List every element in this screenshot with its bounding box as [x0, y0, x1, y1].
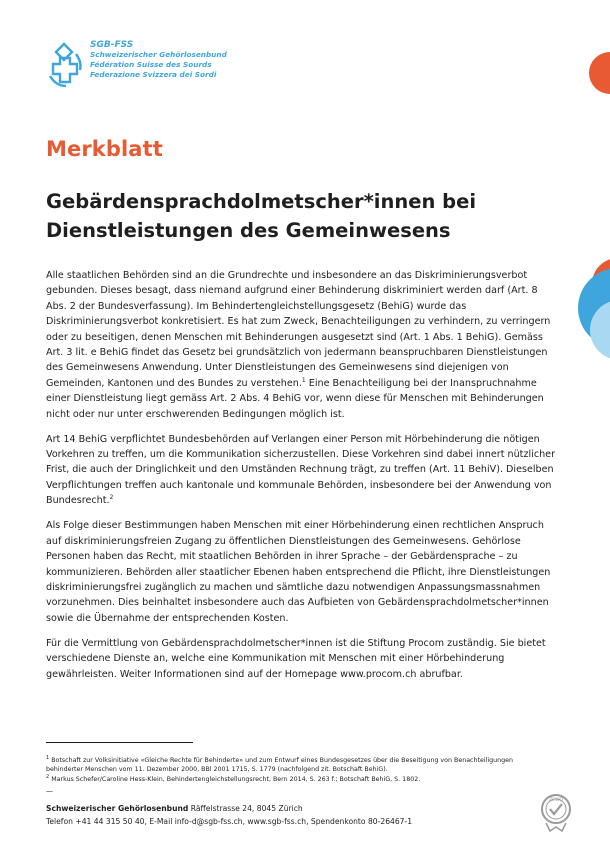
logo-text: [90, 40, 227, 80]
footer-address: Räffelstrasse 24, 8045 Zürich: [188, 804, 303, 813]
paragraph-2-text: Art 14 BehiG verpflichtet Bundesbehörden auf Verlangen einer Person mit Hörbehinderung die nötigen Vorkehren zu treffen, um die Kommunikation sicherzustellen. Diese Vorkehren sind dabei innert nützlicher Frist, die auch der Dringlichkeit und den Umständen Rechnung trägt, zu treffen (Art. 11 BehiV). Dieselben Verpflichtungen treffen auch kantonale und kommunale Behörden, insbesondere bei der Anwendung von Bundesrecht.: [46, 433, 556, 507]
footnote-1-text: Botschaft zur Volksinitiative «Gleiche Rechte für Behinderte» und zum Entwurf eines Bundesgesetzes über die Beseitigung von Benachteiligungen behinderter Menschen vom 11. Dezember 2000, BBl 2001 1715, S. 1779 (nachfolgend zit. Botschaft BehiG).: [46, 757, 513, 774]
footnote-ref-2: 2: [109, 494, 114, 502]
logo-org-line-it: Federazione Svizzera dei Sordi: [90, 70, 217, 79]
footnote-1-number: 1: [46, 754, 50, 761]
logo-org-line-de: Schweizerischer Gehörlosenbund: [90, 50, 227, 59]
logo-org-line-fr: Fédération Suisse des Sourds: [90, 60, 212, 69]
footer-contact: Telefon +41 44 315 50 40, E-Mail info-d@sgb-fss.ch, www.sgb-fss.ch, Spendenkonto 80-26467-1: [46, 816, 413, 826]
footer: [46, 803, 526, 828]
footnote-2-number: 2: [46, 773, 50, 780]
footnote-divider: [46, 742, 193, 743]
paragraph-1: [46, 268, 556, 422]
footnote-ref-1: 1: [301, 376, 306, 384]
decorative-circles-right: [572, 258, 610, 368]
paragraph-2: [46, 432, 556, 509]
zewo-seal-text: ZEWO: [549, 798, 563, 803]
title-line-2: Dienstleistungen des Gemeinwesens: [46, 219, 451, 242]
footer-org: Schweizerischer Gehörlosenbund: [46, 804, 189, 813]
body-text: [46, 268, 556, 692]
title-line-1: Gebärdensprachdolmetscher*innen bei: [46, 190, 477, 213]
page-title: [46, 187, 556, 245]
doc-label: Merkblatt: [46, 137, 163, 161]
zewo-seal-icon: [540, 793, 572, 833]
sgb-fss-logo-icon: [46, 42, 84, 88]
footnote-1: [46, 756, 546, 775]
paragraph-1-part-a: Alle staatlichen Behörden sind an die Grundrechte und insbesondere an das Diskriminierungsverbot gebunden. Dieses besagt, dass niemand aufgrund einer Behinderung diskriminiert werden darf (Art. 8 Abs. 2 der Bundesverfassung). Im Behindertengleichstellungsgesetz (BehiG) wurde das Diskriminierungsverbot konkretisiert. Es hat zum Zweck, Benachteiligungen zu verhindern, zu verringern oder zu beseitigen, denen Menschen mit Behinderungen ausgesetzt sind (Art. 1 Abs. 1 BehiG). Gemäss Art. 3 lit. e BehiG findet das Gesetz bei grundsätzlich von jedermann beanspruchbaren Dienstleistungen des Gemeinwesens Anwendung. Unter Dienstleistungen des Gemeinwesens sind diejenigen von Gemeinden, Kantonen und des Bundes zu verstehen.: [46, 270, 551, 389]
sgb-fss-logo: [46, 40, 246, 90]
footnotes: [46, 756, 546, 784]
footer-dash: —: [46, 787, 53, 795]
paragraph-4: Für die Vermittlung von Gebärdensprachdolmetscher*innen ist die Stiftung Procom zuständig. Sie bietet verschiedene Dienste an, welche eine Kommunikation mit Menschen mit einer Hörbehinderung gewährleisten. Weiter Informationen sind auf der Homepage www.procom.ch abrufbar.: [46, 637, 546, 680]
paragraph-1-part-b: Eine Benachteiligung bei der Inanspruchnahme einer Dienstleistung liegt gemäss Art. 2 Abs. 4 BehiG vor, wenn diese für Menschen mit Behinderungen nicht oder nur unter erschwerenden Bedingungen möglich ist.: [46, 377, 544, 420]
footnote-2: [46, 775, 546, 784]
footer-address-line: [46, 803, 526, 816]
paragraph-3: Als Folge dieser Bestimmungen haben Menschen mit einer Hörbehinderung einen rechtlichen Anspruch auf diskriminierungsfreien Zugang zu öffentlichen Dienstleistungen des Gemeinwesens. Gehörlose Personen haben das Recht, mit staatlichen Behörden in ihrer Sprache – der Gebärdensprache – zu kommunizieren. Behörden aller staatlicher Ebenen haben entsprechend die Pflicht, ihre Dienstleistungen diskriminierungsfrei zugänglich zu machen und sämtliche dazu notwendigen Anpassungsmassnahmen vorzunehmen. Dies beinhaltet insbesondere auch das Aufbieten von Gebärdensprachdolmetscher*innen sowie die Übernahme der entsprechenden Kosten.: [46, 520, 551, 624]
decorative-circle-orange-top: [586, 52, 610, 94]
footnote-2-text: Markus Schefer/Caroline Hess-Klein, Behindertengleichstellungsrecht, Bern 2014, S. 263 f.; Botschaft BehiG, S. 1802.: [49, 775, 421, 783]
logo-brand: SGB-FSS: [90, 40, 134, 50]
